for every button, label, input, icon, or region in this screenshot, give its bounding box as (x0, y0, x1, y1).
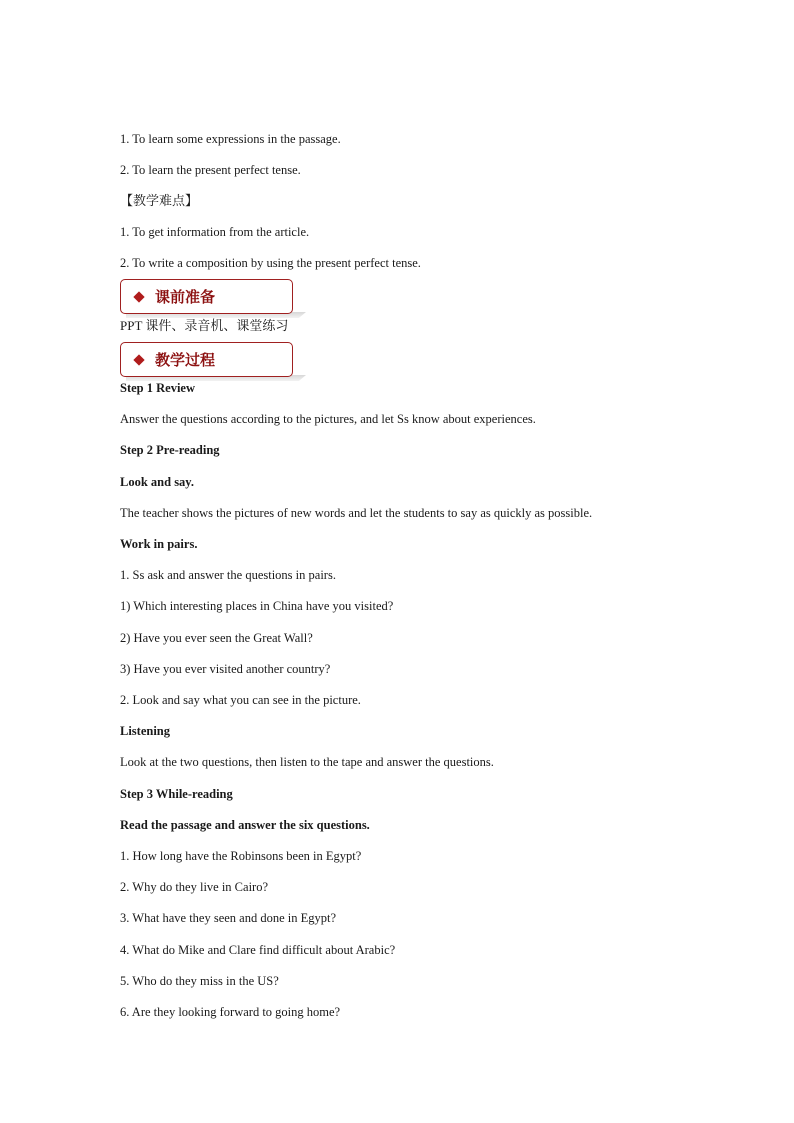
reading-question-4: 4. What do Mike and Clare find difficult about Arabic? (120, 943, 396, 957)
objective-item-2: 2. To learn the present perfect tense. (120, 163, 301, 177)
objective-item-1: 1. To learn some expressions in the passage. (120, 132, 341, 146)
work-in-pairs-heading: Work in pairs. (120, 537, 198, 551)
reading-question-2: 2. Why do they live in Cairo? (120, 880, 269, 894)
pairs-item-2: 2. Look and say what you can see in the picture. (120, 693, 361, 707)
listening-text: Look at the two questions, then listen to the tape and answer the questions. (120, 755, 494, 769)
process-section-header (120, 342, 293, 377)
difficulty-item-1: 1. To get information from the article. (120, 225, 310, 239)
reading-question-3: 3. What have they seen and done in Egypt? (120, 911, 337, 925)
pairs-item-1: 1. Ss ask and answer the questions in pairs. (120, 568, 336, 582)
difficulties-heading: 【教学难点】 (120, 193, 199, 208)
read-passage-heading: Read the passage and answer the six questions. (120, 818, 370, 832)
pairs-question-2: 2) Have you ever seen the Great Wall? (120, 631, 313, 645)
reading-question-5: 5. Who do they miss in the US? (120, 974, 279, 988)
diamond-bullet-icon (133, 291, 144, 302)
reading-question-1: 1. How long have the Robinsons been in Egypt? (120, 849, 362, 863)
reading-question-6: 6. Are they looking forward to going home? (120, 1005, 341, 1019)
look-and-say-text: The teacher shows the pictures of new words and let the students to say as quickly as possible. (120, 506, 593, 520)
preparation-section-title: 课前准备 (155, 288, 216, 306)
step1-heading: Step 1 Review (120, 381, 195, 395)
diamond-bullet-icon (133, 354, 144, 365)
pairs-question-3: 3) Have you ever visited another country? (120, 662, 331, 676)
preparation-section-header (120, 279, 293, 314)
look-and-say-heading: Look and say. (120, 475, 194, 489)
difficulty-item-2: 2. To write a composition by using the present perfect tense. (120, 256, 421, 270)
preparation-text: PPT 课件、录音机、课堂练习 (120, 318, 289, 333)
listening-heading: Listening (120, 724, 171, 738)
process-section-title: 教学过程 (155, 351, 216, 369)
pairs-question-1: 1) Which interesting places in China have you visited? (120, 599, 394, 613)
step2-heading: Step 2 Pre-reading (120, 443, 220, 457)
step1-text: Answer the questions according to the pictures, and let Ss know about experiences. (120, 412, 536, 426)
step3-heading: Step 3 While-reading (120, 787, 233, 801)
